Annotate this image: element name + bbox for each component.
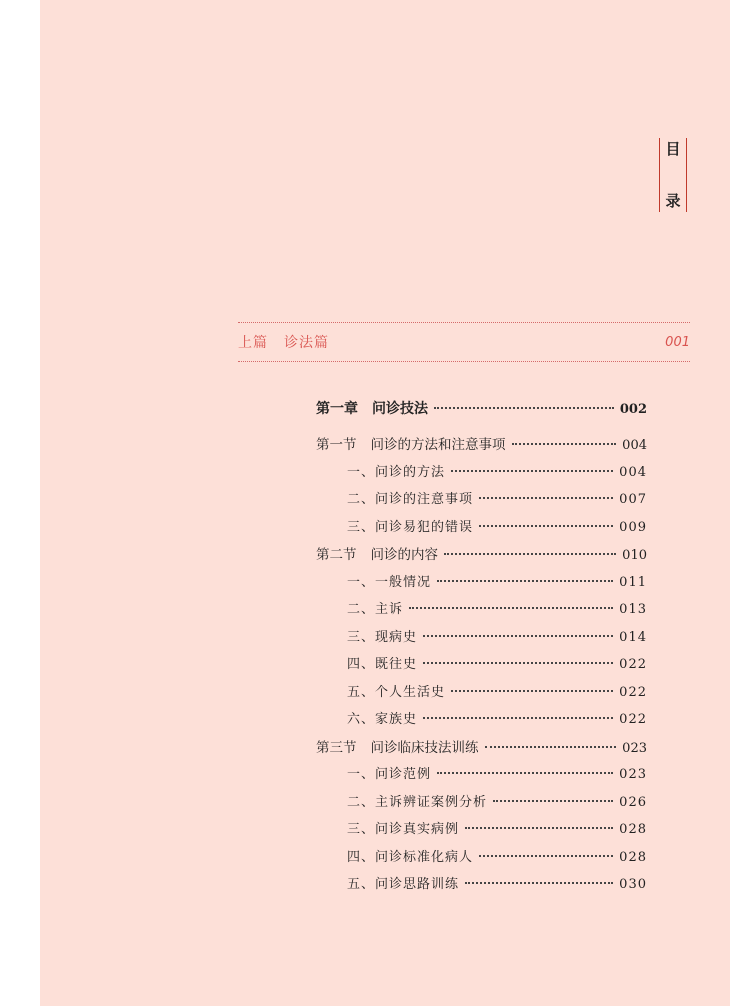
section-label: 第二节 问诊的内容 [316,547,438,563]
leader-dots [479,525,613,527]
chapter-label: 第一章 问诊技法 [316,401,428,417]
section-page-number: 010 [622,548,647,563]
toc-item[interactable] [347,653,647,673]
toc-section-2[interactable] [316,543,647,563]
item-page-number: 026 [619,794,647,810]
chapter-page-number: 002 [619,402,647,417]
item-page-number: 014 [619,629,647,645]
part-label: 上篇 [238,335,268,351]
item-page-number: 007 [619,492,647,507]
item-title: 四、既往史 [347,657,418,672]
item-page-number: 022 [619,712,647,727]
toc-item[interactable] [347,516,647,536]
section-label: 第一节 问诊的方法和注意事项 [316,437,506,453]
item-title: 二、问诊的注意事项 [347,492,474,507]
toc-item[interactable] [347,461,647,481]
item-title: 六、家族史 [347,712,418,727]
leader-dots [434,407,614,409]
toc-item[interactable] [347,818,647,838]
toc-item[interactable] [347,488,647,508]
leader-dots [479,497,613,499]
item-title: 一、问诊的方法 [347,464,446,480]
toc-vertical-title [659,138,687,212]
item-page-number: 028 [619,849,647,865]
leader-dots [423,635,613,637]
item-title: 五、个人生活史 [347,684,446,700]
leader-dots [485,746,617,748]
leader-dots [444,553,616,555]
part-heading[interactable] [238,322,690,362]
leader-dots [437,772,613,774]
toc-section-3[interactable] [316,736,647,756]
item-title: 三、问诊真实病例 [347,822,460,837]
item-title: 三、问诊易犯的错误 [347,519,474,535]
title-char-1: 目 [665,140,681,158]
item-page-number: 030 [619,877,647,892]
part-name: 诊法篇 [284,335,329,351]
toc-item[interactable] [347,626,647,646]
item-page-number: 011 [619,574,647,590]
item-page-number: 022 [619,684,647,700]
leader-dots [512,443,617,445]
section-page-number: 004 [622,438,647,453]
item-title: 一、问诊范例 [347,767,432,782]
toc-chapter-1[interactable] [316,398,647,418]
leader-dots [451,470,613,472]
item-title: 五、问诊思路训练 [347,877,460,892]
toc-item[interactable] [347,571,647,591]
toc-section-1[interactable] [316,433,647,453]
leader-dots [479,855,613,857]
toc-item[interactable] [347,873,647,893]
item-page-number: 013 [619,602,647,617]
part-page-number: 001 [665,334,690,350]
leader-dots [409,607,613,609]
item-title: 一、一般情况 [347,574,432,590]
toc-item[interactable] [347,791,647,811]
item-page-number: 022 [619,657,647,672]
section-label: 第三节 问诊临床技法训练 [316,739,479,756]
leader-dots [423,717,613,719]
toc-item[interactable] [347,846,647,866]
toc-item[interactable] [347,763,647,783]
item-page-number: 028 [619,822,647,837]
item-page-number: 004 [619,464,647,480]
title-char-2: 录 [665,192,681,210]
leader-dots [465,882,613,884]
leader-dots [423,662,613,664]
part-title [238,332,329,352]
item-page-number: 023 [619,767,647,782]
toc-item[interactable] [347,598,647,618]
item-title: 三、现病史 [347,629,418,645]
item-page-number: 009 [619,519,647,535]
item-title: 二、主诉辨证案例分析 [347,794,488,810]
toc-item[interactable] [347,681,647,701]
item-title: 二、主诉 [347,602,404,617]
leader-dots [493,800,613,802]
section-page-number: 023 [622,740,647,756]
leader-dots [451,690,613,692]
leader-dots [437,580,613,582]
book-page [40,0,730,1006]
leader-dots [465,827,613,829]
toc-item[interactable] [347,708,647,728]
item-title: 四、问诊标准化病人 [347,849,474,865]
